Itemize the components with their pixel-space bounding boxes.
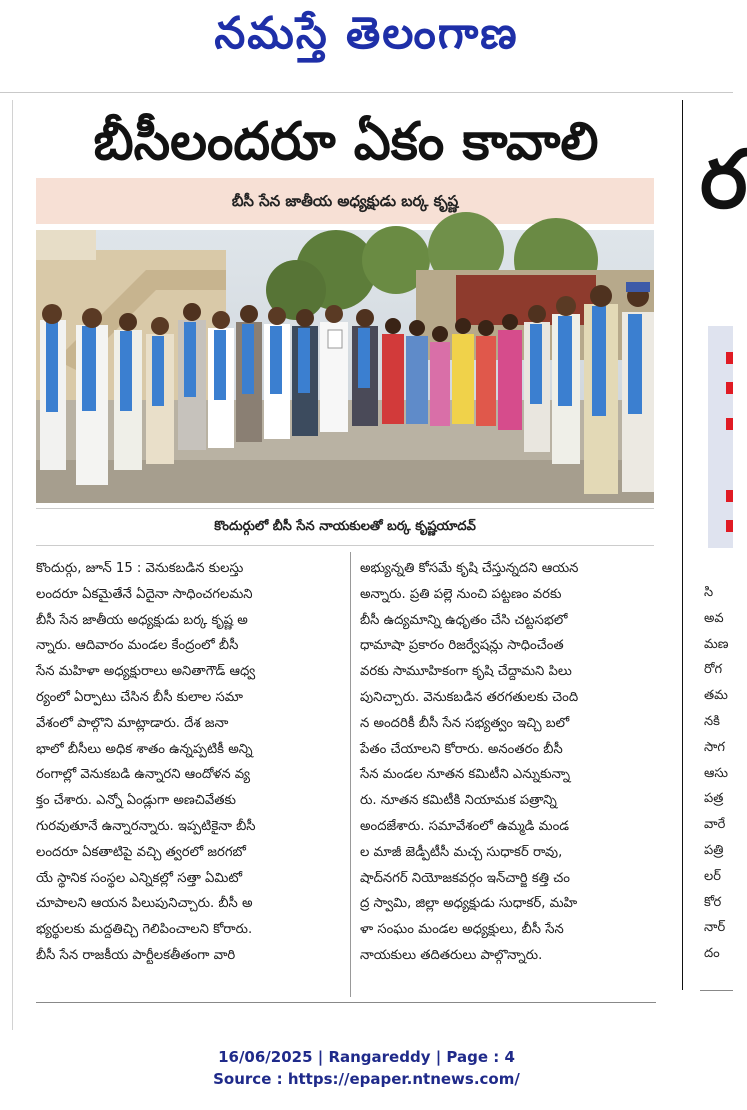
- article-text-line: గురవుతూనే ఉన్నారన్నారు. ఇప్పటికైనా బీసీ: [36, 818, 256, 834]
- article-text-line: బీసీ సేన జాతీయ అధ్యక్షుడు బర్క కృష్ణ అ: [36, 612, 248, 628]
- article-text-line: ధామాషా ప్రకారం రిజర్వేషన్లు సాధించేంత: [360, 638, 564, 654]
- left-margin-rule: [12, 100, 13, 1030]
- adjacent-text-line: కోర: [704, 894, 722, 910]
- article-text-line: యే స్థానిక సంస్థల ఎన్నికల్లో సత్తా ఏమిటో: [36, 870, 243, 886]
- footer-date-line: 16/06/2025 | Rangareddy | Page : 4: [218, 1048, 515, 1066]
- article-subheadline: బీసీ సేన జాతీయ అధ్యక్షుడు బర్క కృష్ణ: [36, 178, 654, 224]
- article-text-line: వరకు సామూహికంగా కృషి చేద్దామని పిలు: [360, 664, 572, 680]
- article-text-line: రు. నూతన కమిటీకి నియామక పత్రాన్ని: [360, 793, 557, 809]
- newspaper-logo: నమస్తే తెలంగాణ: [214, 8, 519, 59]
- article-text-line: భ్యర్థులకు మద్దతిచ్చి గెలిపించాలని కోరారు.: [36, 922, 253, 938]
- article-column-2: [360, 556, 656, 969]
- group-photo-image: [36, 230, 654, 503]
- article-text-line: పునిచ్చారు. వెనుకబడిన తరగతులకు చెంది: [360, 689, 579, 705]
- adjacent-column-text: [704, 580, 733, 967]
- footer-source-line: Source : https://epaper.ntnews.com/: [213, 1070, 520, 1088]
- article-text-line: నాయకులు తదితరులు పాల్గొన్నారు.: [360, 947, 543, 963]
- article-text-line: న అందరికీ బీసీ సేన సభ్యత్వం ఇచ్చి బలో: [360, 715, 570, 731]
- article-text-line: ల మాజీ జెడ్పీటీసీ మచ్చ సుధాకర్ రావు,: [360, 844, 563, 860]
- adjacent-text-line: అవ: [704, 610, 724, 626]
- article-text-line: క్తం చేశారు. ఎన్నో ఏండ్లుగా అణచివేతకు: [36, 793, 236, 809]
- article-text-line: అభ్యున్నతి కోసమే కృషి చేస్తున్నదని ఆయన: [360, 561, 579, 576]
- article-text-line: ద్ర స్వామి, జిల్లా అధ్యక్షుడు సుధాకర్, మహి: [360, 896, 578, 912]
- adjacent-text-line: మణ: [704, 636, 729, 652]
- adjacent-text-line: తమ: [704, 688, 728, 704]
- article-text-line: భాలో బీసీలు అధిక శాతం ఉన్నప్పటికీ అన్ని: [36, 741, 253, 757]
- article-text-line: సేన మహిళా అధ్యక్షురాలు అనితాగౌడ్ ఆధ్వ: [36, 664, 256, 680]
- article-text-line: ర్యంలో ఏర్పాటు చేసిన బీసీ కులాల సమా: [36, 689, 243, 705]
- article-text-line: బీసీ సేన రాజకీయ పార్టీలకతీతంగా వారి: [36, 947, 236, 963]
- adjacent-headline-fragment: ర: [700, 133, 747, 226]
- article-text-line: చూపాలని ఆయన పిలుపునిచ్చారు. బీసీ అ: [36, 896, 253, 912]
- adjacent-text-line: పత్రి: [704, 842, 724, 858]
- article-text-line: సేన మండల నూతన కమిటీని ఎన్నుకున్నా: [360, 767, 571, 783]
- red-bullet-marker: [726, 352, 733, 364]
- article-text-line: అందజేశారు. సమావేశంలో ఉమ్మడి మండ: [360, 818, 570, 834]
- article-text-line: లందరూ ఏకతాటిపై వచ్చి త్వరలో జరగబో: [36, 844, 246, 860]
- page-footer: [0, 1046, 733, 1090]
- article-text-line: వేశంలో పాల్గొని మాట్లాడారు. దేశ జనా: [36, 715, 229, 731]
- article-photo: [36, 230, 654, 503]
- article-text-line: లందరూ ఏకమైతేనే ఏదైనా సాధించగలమని: [36, 586, 253, 602]
- red-bullet-marker: [726, 520, 733, 532]
- adjacent-text-line: దం: [704, 946, 720, 962]
- article-text-line: ళా సంఘం మండల అధ్యక్షులు, బీసీ సేన: [360, 922, 564, 938]
- adjacent-text-line: సాగ: [704, 739, 725, 755]
- adjacent-text-line: నార్: [704, 920, 726, 936]
- article-text-line: రంగాల్లో వెనుకబడి ఉన్నారని ఆందోళన వ్య: [36, 767, 251, 783]
- adjacent-text-line: లర్: [704, 868, 721, 884]
- photo-caption: కొందుర్గులో బీసీ సేన నాయకులతో బర్క కృష్ణయాదవ్: [36, 508, 654, 546]
- column-divider: [350, 552, 351, 997]
- adjacent-text-line: పత్ర: [704, 791, 724, 807]
- article-text-line: న్నారు. ఆదివారం మండల కేంద్రంలో బీసీ: [36, 638, 239, 654]
- article-text-line: షాద్‌నగర్ నియోజకవర్గం ఇన్‌చార్జి కత్తి చం: [360, 870, 570, 886]
- article-headline: బీసీలందరూ ఏకం కావాలి: [93, 112, 599, 172]
- adjacent-text-line: సి: [704, 585, 714, 600]
- masthead: [0, 0, 733, 78]
- column-separator-rule: [682, 100, 683, 990]
- adjacent-text-line: వారే: [704, 817, 726, 833]
- article-text-line: పేతం చేయాలని కోరారు. అనంతరం బీసీ: [360, 741, 563, 757]
- masthead-divider: [0, 92, 733, 93]
- red-bullet-marker: [726, 418, 733, 430]
- red-bullet-marker: [726, 490, 733, 502]
- article-column-1: [36, 556, 346, 969]
- adjacent-text-line: ఆసు: [704, 765, 728, 781]
- article-text-line: అన్నారు. ప్రతి పల్లె నుంచి పట్టణం వరకు: [360, 586, 562, 602]
- adjacent-text-line: రోగ: [704, 662, 723, 678]
- adjacent-text-line: నకి: [704, 713, 720, 729]
- article-text-line: బీసీ ఉద్యమాన్ని ఉధృతం చేసి చట్టసభలో: [360, 612, 568, 628]
- article-text-line: కొందుర్గు, జూన్ 15 : వెనుకబడిన కులస్తు: [36, 561, 244, 576]
- article-bottom-rule: [36, 1002, 656, 1003]
- adjacent-bottom-rule: [700, 990, 733, 991]
- red-bullet-marker: [726, 382, 733, 394]
